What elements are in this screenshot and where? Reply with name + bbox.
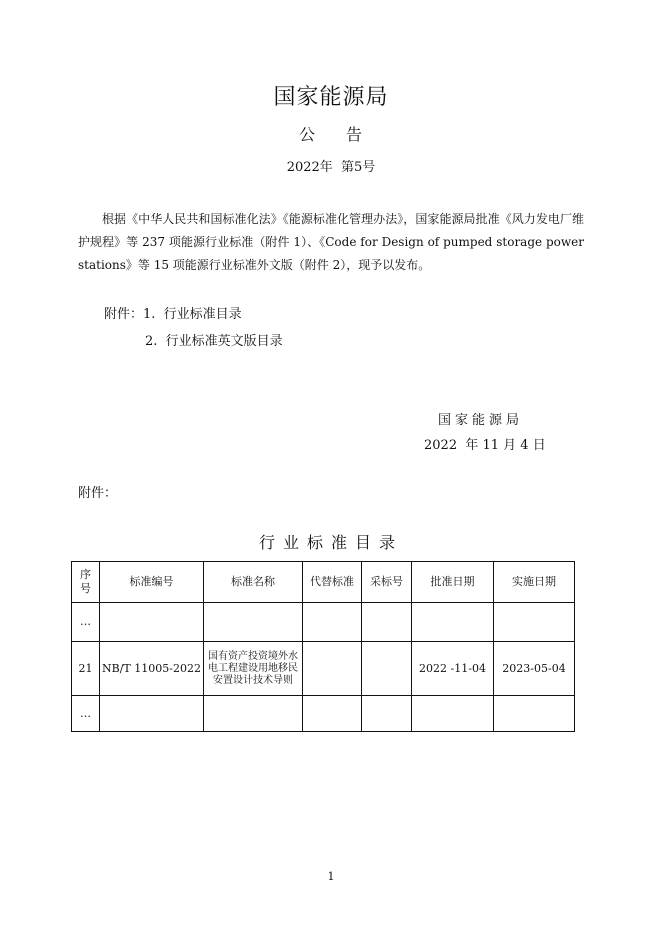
cell-adopt <box>362 642 412 696</box>
table-title: 行业标准目录 <box>258 533 403 552</box>
appendix-label: 附件： <box>78 486 118 501</box>
col-adopt: 采标号 <box>362 562 412 603</box>
document-number: 2022年 第5号 <box>286 160 376 175</box>
doc-type <box>0 122 662 145</box>
page-number: 1 <box>327 870 335 883</box>
attachments-label: 附件： <box>104 307 144 322</box>
signature-date: 2022 年 11 月 4 日 <box>424 438 546 453</box>
announcement-paragraph: 根据《中华人民共和国标准化法》《能源标准化管理办法》，国家能源局批准《风力发电厂维护规程》等 237 项能源行业标准（附件 1）、《Code for Design of pumped storage power stations》等 15 项能源行业标准外文版（附件 2），现予以发布。 <box>78 212 584 272</box>
table-row <box>72 603 575 642</box>
attachment-item-1 <box>104 303 242 322</box>
signature-org: 国家能源局 <box>438 413 524 428</box>
col-name: 标准名称 <box>204 562 303 603</box>
table-row <box>72 696 575 732</box>
cell-code: NB/T 11005-2022 <box>100 642 204 696</box>
table-row <box>72 642 575 696</box>
standards-table <box>71 561 575 732</box>
col-effective-date: 实施日期 <box>494 562 575 603</box>
cell-name: 国有资产投资境外水电工程建设用地移民安置设计技术导则 <box>204 642 303 696</box>
doc-type-char-1: 公 <box>298 125 316 144</box>
col-code: 标准编号 <box>100 562 204 603</box>
cell-effective-date: 2023-05-04 <box>494 642 575 696</box>
cell-approve-date: 2022 -11-04 <box>412 642 494 696</box>
cell-seq: 21 <box>72 642 100 696</box>
org-title: 国家能源局 <box>273 85 389 110</box>
col-approve-date: 批准日期 <box>412 562 494 603</box>
col-replaces: 代替标准 <box>303 562 362 603</box>
attachment-item-1-text: 1. 行业标准目录 <box>143 307 242 322</box>
col-seq: 序号 <box>72 562 100 603</box>
row-ellipsis: … <box>72 696 100 732</box>
row-ellipsis: … <box>72 603 100 642</box>
cell-replaces <box>303 642 362 696</box>
doc-type-char-2: 告 <box>346 125 364 144</box>
attachment-item-2: 2. 行业标准英文版目录 <box>145 334 283 349</box>
table-header-row <box>72 562 575 603</box>
